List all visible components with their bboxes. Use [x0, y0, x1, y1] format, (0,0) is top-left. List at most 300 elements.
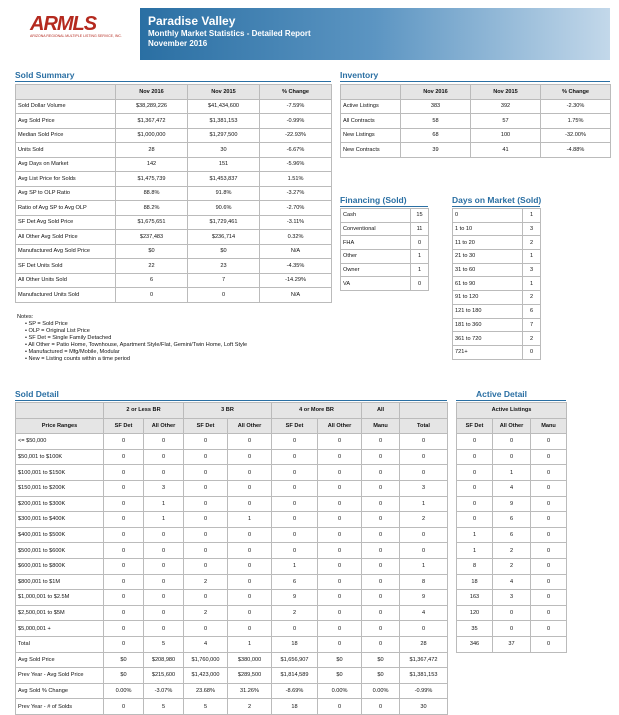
dom-cell: 11 to 20 — [453, 236, 523, 250]
sold-detail-cell: $1,760,000 — [184, 652, 228, 668]
sold-detail-cell: 0 — [104, 449, 144, 465]
active-detail-cell: 0 — [531, 574, 567, 590]
sold-detail-cell: 0 — [184, 480, 228, 496]
sold-detail-cell: 0 — [184, 512, 228, 528]
sold-detail-cell: 0 — [228, 605, 272, 621]
sold-detail-cell: 3 — [400, 480, 448, 496]
sold-detail-cell: 0 — [362, 465, 400, 481]
sold-detail-cell: 4 — [184, 636, 228, 652]
active-detail-row — [457, 480, 567, 496]
sold-summary-cell: 91.8% — [188, 186, 260, 201]
financing-title: Financing (Sold) — [340, 195, 407, 205]
active-detail-cell: 0 — [531, 636, 567, 652]
sold-detail-cell: 18 — [272, 636, 318, 652]
sold-summary-title: Sold Summary — [15, 70, 75, 80]
sold-detail-cell: $215,600 — [144, 668, 184, 684]
sold-detail-cell: 1 — [400, 558, 448, 574]
sold-detail-cell: Prev Year - Avg Sold Price — [16, 668, 104, 684]
sold-detail-cell: $2,500,001 to $5M — [16, 605, 104, 621]
sold-detail-row — [16, 558, 448, 574]
sold-detail-cell: 0 — [318, 574, 362, 590]
dom-cell: 3 — [523, 222, 541, 236]
sold-summary-cell: -0.99% — [260, 114, 332, 129]
dom-cell: 91 to 120 — [453, 291, 523, 305]
sold-detail-group-row — [16, 403, 448, 419]
sold-detail-cell: 0 — [362, 590, 400, 606]
sold-summary-row — [16, 143, 332, 158]
dom-cell: 721+ — [453, 345, 523, 359]
sold-detail-cell: 0 — [144, 558, 184, 574]
sold-detail-cell: 0 — [272, 527, 318, 543]
sold-detail-cell: 0 — [104, 621, 144, 637]
sold-detail-cell: 30 — [400, 699, 448, 715]
report-period: November 2016 — [148, 39, 208, 48]
active-detail-row — [457, 434, 567, 450]
note-item: • SF Det = Single Family Detached — [25, 335, 247, 342]
sold-summary-cell: 88.8% — [116, 186, 188, 201]
active-detail-cell: 35 — [457, 621, 493, 637]
sold-summary-cell: $1,729,461 — [188, 215, 260, 230]
inventory-cell: 392 — [471, 99, 541, 114]
sold-detail-cell: 0 — [104, 590, 144, 606]
sold-detail-cell: 0 — [228, 543, 272, 559]
sold-detail-cell: $600,001 to $800K — [16, 558, 104, 574]
sold-detail-row — [16, 480, 448, 496]
sold-detail-row — [16, 652, 448, 668]
active-detail-row — [457, 543, 567, 559]
sold-summary-cell: $237,483 — [116, 230, 188, 245]
active-detail-cell: 0 — [457, 465, 493, 481]
active-detail-cell: 9 — [493, 496, 531, 512]
sold-detail-table — [15, 402, 448, 715]
sold-detail-cell: 0 — [228, 574, 272, 590]
sold-summary-cell: -7.59% — [260, 99, 332, 114]
sold-summary-row — [16, 230, 332, 245]
sold-summary-cell: 88.2% — [116, 201, 188, 216]
note-item: • OLP = Original List Price — [25, 328, 247, 335]
sold-detail-cell: 0 — [400, 434, 448, 450]
inventory-row — [341, 99, 611, 114]
sold-detail-cell: 8 — [400, 574, 448, 590]
sold-detail-cell: 0 — [362, 512, 400, 528]
sold-summary-cell: Median Sold Price — [16, 128, 116, 143]
sold-detail-column-header: SF Det — [104, 418, 144, 434]
sold-detail-cell: 0 — [144, 434, 184, 450]
sold-detail-cell: 0 — [104, 480, 144, 496]
dom-cell: 6 — [523, 304, 541, 318]
sold-detail-cell: 0 — [318, 590, 362, 606]
active-detail-column-header: Manu — [531, 418, 567, 434]
active-detail-row — [457, 512, 567, 528]
active-detail-cell: 6 — [493, 527, 531, 543]
dom-row — [453, 345, 541, 359]
sold-summary-cell: 142 — [116, 157, 188, 172]
active-detail-row — [457, 496, 567, 512]
sold-summary-row — [16, 273, 332, 288]
sold-summary-cell: 22 — [116, 259, 188, 274]
sold-detail-cell: 0 — [272, 543, 318, 559]
sold-detail-cell: Total — [16, 636, 104, 652]
active-detail-cell: 0 — [457, 480, 493, 496]
sold-summary-cell: 30 — [188, 143, 260, 158]
financing-cell: Conventional — [341, 222, 411, 236]
inventory-cell: -2.30% — [541, 99, 611, 114]
financing-cell: 15 — [411, 209, 429, 223]
sold-detail-cell: 23.68% — [184, 683, 228, 699]
active-detail-cell: 0 — [493, 605, 531, 621]
sold-detail-cell: $1,381,153 — [400, 668, 448, 684]
sold-summary-column-header — [16, 85, 116, 100]
active-detail-cell: 0 — [531, 434, 567, 450]
sold-summary-cell: -6.67% — [260, 143, 332, 158]
sold-detail-cell: 0 — [272, 496, 318, 512]
sold-detail-row — [16, 668, 448, 684]
inventory-column-header: Nov 2015 — [471, 85, 541, 100]
dom-cell: 31 to 60 — [453, 263, 523, 277]
sold-detail-row — [16, 590, 448, 606]
sold-detail-cell: 0 — [362, 496, 400, 512]
inventory-cell: New Listings — [341, 128, 401, 143]
sold-detail-cell: Avg Sold % Change — [16, 683, 104, 699]
active-detail-header-row — [457, 418, 567, 434]
sold-detail-cell: 9 — [272, 590, 318, 606]
active-detail-row — [457, 605, 567, 621]
active-detail-column-header: SF Det — [457, 418, 493, 434]
sold-detail-cell: $1,367,472 — [400, 652, 448, 668]
sold-summary-header-row — [16, 85, 332, 100]
sold-detail-row — [16, 574, 448, 590]
active-detail-cell: 4 — [493, 480, 531, 496]
sold-detail-cell: 0 — [272, 434, 318, 450]
sold-detail-cell: 0 — [272, 449, 318, 465]
sold-detail-cell: 0 — [362, 543, 400, 559]
financing-row — [341, 263, 429, 277]
sold-detail-column-header: All Other — [318, 418, 362, 434]
active-detail-cell: 2 — [493, 558, 531, 574]
sold-summary-cell: 0 — [116, 288, 188, 303]
inventory-cell: 68 — [401, 128, 471, 143]
sold-detail-cell: 18 — [272, 699, 318, 715]
sold-detail-cell: 0 — [184, 449, 228, 465]
sold-summary-cell: 151 — [188, 157, 260, 172]
dom-cell: 3 — [523, 263, 541, 277]
sold-summary-cell: -14.29% — [260, 273, 332, 288]
active-detail-row — [457, 558, 567, 574]
active-detail-row — [457, 636, 567, 652]
sold-detail-cell: 0 — [228, 590, 272, 606]
sold-detail-cell: 0 — [362, 699, 400, 715]
financing-row — [341, 236, 429, 250]
active-detail-row — [457, 527, 567, 543]
sold-summary-row — [16, 215, 332, 230]
financing-row — [341, 209, 429, 223]
sold-summary-row — [16, 244, 332, 259]
inventory-cell: Active Listings — [341, 99, 401, 114]
notes — [17, 314, 247, 363]
sold-detail-cell: 0 — [318, 699, 362, 715]
dom-cell: 1 — [523, 209, 541, 223]
sold-detail-row — [16, 465, 448, 481]
financing-cell: Other — [341, 250, 411, 264]
active-detail-row — [457, 621, 567, 637]
sold-detail-cell: 0 — [318, 480, 362, 496]
active-detail-table — [456, 402, 567, 653]
sold-detail-cell: $208,980 — [144, 652, 184, 668]
sold-summary-cell: Avg SP to OLP Ratio — [16, 186, 116, 201]
sold-summary-rule — [15, 81, 331, 82]
active-detail-cell: 0 — [531, 527, 567, 543]
sold-detail-cell: 0 — [144, 527, 184, 543]
sold-detail-cell: $0 — [104, 652, 144, 668]
sold-detail-cell: 2 — [228, 699, 272, 715]
dom-cell: 1 to 10 — [453, 222, 523, 236]
sold-summary-cell: 0.32% — [260, 230, 332, 245]
sold-detail-cell: $300,001 to $400K — [16, 512, 104, 528]
sold-detail-cell: 0 — [318, 496, 362, 512]
active-detail-cell: 2 — [493, 543, 531, 559]
dom-cell: 0 — [523, 345, 541, 359]
sold-detail-cell: 0 — [184, 465, 228, 481]
sold-detail-cell: 5 — [144, 636, 184, 652]
inventory-cell: 41 — [471, 143, 541, 158]
active-detail-cell: 0 — [531, 590, 567, 606]
sold-detail-cell: <= $50,000 — [16, 434, 104, 450]
sold-detail-column-header: All Other — [228, 418, 272, 434]
inventory-cell: New Contracts — [341, 143, 401, 158]
inventory-cell: 100 — [471, 128, 541, 143]
note-item: • SP = Sold Price — [25, 321, 247, 328]
sold-summary-cell: Ratio of Avg SP to Avg OLP — [16, 201, 116, 216]
sold-detail-cell: 1 — [144, 496, 184, 512]
active-detail-cell: 8 — [457, 558, 493, 574]
inventory-table — [340, 84, 611, 158]
sold-detail-cell: 0 — [400, 449, 448, 465]
active-detail-cell: 37 — [493, 636, 531, 652]
sold-detail-group-header: 2 or Less BR — [104, 403, 184, 419]
sold-detail-cell: $200,001 to $300K — [16, 496, 104, 512]
sold-detail-cell: 0 — [228, 434, 272, 450]
sold-detail-cell: 2 — [184, 574, 228, 590]
sold-detail-cell: 0 — [272, 621, 318, 637]
sold-detail-cell: 0 — [104, 636, 144, 652]
active-detail-cell: 0 — [531, 496, 567, 512]
sold-summary-cell: -4.35% — [260, 259, 332, 274]
sold-detail-cell: 1 — [228, 512, 272, 528]
sold-summary-cell: $1,000,000 — [116, 128, 188, 143]
sold-summary-row — [16, 114, 332, 129]
active-detail-rule — [456, 400, 566, 401]
sold-detail-cell: 28 — [400, 636, 448, 652]
sold-detail-row — [16, 621, 448, 637]
inventory-cell: 39 — [401, 143, 471, 158]
dom-row — [453, 332, 541, 346]
financing-cell: Cash — [341, 209, 411, 223]
inventory-row — [341, 143, 611, 158]
financing-row — [341, 277, 429, 291]
sold-detail-cell: 0 — [318, 449, 362, 465]
sold-detail-cell: 2 — [272, 605, 318, 621]
sold-detail-cell: 0 — [144, 543, 184, 559]
dom-cell: 61 to 90 — [453, 277, 523, 291]
dom-cell: 2 — [523, 236, 541, 250]
active-detail-cell: 18 — [457, 574, 493, 590]
sold-detail-column-header: Price Ranges — [16, 418, 104, 434]
sold-summary-cell: Avg Sold Price — [16, 114, 116, 129]
active-detail-cell: 1 — [457, 543, 493, 559]
active-detail-cell: 0 — [531, 512, 567, 528]
sold-summary-cell: $236,714 — [188, 230, 260, 245]
sold-summary-cell: $38,289,226 — [116, 99, 188, 114]
active-detail-cell: 0 — [531, 558, 567, 574]
sold-detail-cell: 0 — [228, 496, 272, 512]
sold-summary-cell: -5.96% — [260, 157, 332, 172]
sold-detail-cell: 0 — [104, 574, 144, 590]
inventory-cell: 57 — [471, 114, 541, 129]
sold-detail-cell: 0 — [318, 465, 362, 481]
active-detail-cell: 0 — [457, 512, 493, 528]
sold-detail-cell: $50,001 to $100K — [16, 449, 104, 465]
sold-summary-column-header: Nov 2016 — [116, 85, 188, 100]
dom-cell: 7 — [523, 318, 541, 332]
sold-detail-cell: 0 — [272, 512, 318, 528]
sold-detail-cell: 0 — [228, 449, 272, 465]
sold-summary-cell: All Other Units Sold — [16, 273, 116, 288]
note-item: • Manufactured = Mfg/Mobile, Modular — [25, 349, 247, 356]
sold-detail-cell: 0 — [228, 621, 272, 637]
active-detail-cell: 0 — [457, 449, 493, 465]
inventory-row — [341, 114, 611, 129]
sold-detail-cell: 0 — [318, 636, 362, 652]
inventory-column-header: Nov 2016 — [401, 85, 471, 100]
financing-cell: Owner — [341, 263, 411, 277]
sold-summary-cell: $1,453,837 — [188, 172, 260, 187]
sold-detail-cell: 0 — [318, 605, 362, 621]
report-header-banner — [140, 8, 610, 60]
sold-detail-cell: 4 — [400, 605, 448, 621]
sold-detail-row — [16, 699, 448, 715]
active-detail-cell: 0 — [457, 434, 493, 450]
dom-cell: 2 — [523, 291, 541, 305]
sold-detail-cell: 0.00% — [104, 683, 144, 699]
sold-detail-rule — [15, 400, 447, 401]
sold-summary-cell: Manufactured Units Sold — [16, 288, 116, 303]
sold-summary-cell: Units Sold — [16, 143, 116, 158]
sold-detail-cell: 0 — [104, 543, 144, 559]
financing-cell: 1 — [411, 250, 429, 264]
inventory-cell: All Contracts — [341, 114, 401, 129]
sold-summary-row — [16, 128, 332, 143]
dom-title: Days on Market (Sold) — [452, 195, 542, 205]
sold-summary-cell: $1,297,500 — [188, 128, 260, 143]
sold-detail-cell: Avg Sold Price — [16, 652, 104, 668]
sold-detail-row — [16, 449, 448, 465]
sold-detail-cell: Prev Year - # of Solds — [16, 699, 104, 715]
sold-detail-cell: 0 — [104, 512, 144, 528]
active-detail-cell: 120 — [457, 605, 493, 621]
sold-detail-row — [16, 434, 448, 450]
active-detail-cell: 0 — [531, 480, 567, 496]
sold-detail-cell: 0.00% — [362, 683, 400, 699]
sold-summary-cell: -3.27% — [260, 186, 332, 201]
sold-detail-cell: 0 — [228, 558, 272, 574]
sold-detail-cell: $0 — [362, 652, 400, 668]
sold-detail-column-header: Total — [400, 418, 448, 434]
active-detail-cell: 163 — [457, 590, 493, 606]
dom-cell: 181 to 360 — [453, 318, 523, 332]
sold-summary-cell: -2.70% — [260, 201, 332, 216]
financing-row — [341, 222, 429, 236]
sold-detail-row — [16, 512, 448, 528]
sold-detail-group-blank — [400, 403, 448, 419]
sold-detail-cell: 0 — [104, 699, 144, 715]
sold-detail-column-header: SF Det — [184, 418, 228, 434]
sold-detail-cell: 0 — [104, 465, 144, 481]
sold-detail-cell: $1,656,907 — [272, 652, 318, 668]
sold-detail-cell: $380,000 — [228, 652, 272, 668]
sold-summary-cell: Avg Days on Market — [16, 157, 116, 172]
sold-summary-cell: $1,381,153 — [188, 114, 260, 129]
inventory-title: Inventory — [340, 70, 379, 80]
sold-detail-cell: 2 — [400, 512, 448, 528]
sold-detail-cell: 0 — [144, 621, 184, 637]
sold-detail-cell: -8.69% — [272, 683, 318, 699]
sold-summary-cell: Avg List Price for Solds — [16, 172, 116, 187]
dom-row — [453, 263, 541, 277]
sold-detail-row — [16, 636, 448, 652]
sold-detail-cell: 5 — [144, 699, 184, 715]
sold-detail-cell: $150,001 to $200K — [16, 480, 104, 496]
dom-row — [453, 318, 541, 332]
dom-cell: 361 to 720 — [453, 332, 523, 346]
financing-cell: 0 — [411, 236, 429, 250]
sold-detail-cell: $0 — [104, 668, 144, 684]
sold-detail-cell: 0 — [104, 527, 144, 543]
sold-detail-cell: 0 — [318, 558, 362, 574]
sold-detail-cell: 2 — [184, 605, 228, 621]
sold-detail-cell: 0 — [144, 590, 184, 606]
financing-cell: 0 — [411, 277, 429, 291]
active-detail-cell: 4 — [493, 574, 531, 590]
active-detail-group-header: Active Listings — [457, 403, 567, 419]
report-subtitle: Monthly Market Statistics - Detailed Report — [148, 29, 311, 38]
sold-detail-cell: 0 — [362, 636, 400, 652]
active-detail-row — [457, 449, 567, 465]
dom-row — [453, 277, 541, 291]
sold-summary-row — [16, 259, 332, 274]
sold-detail-cell: 1 — [272, 558, 318, 574]
sold-summary-cell: $1,475,739 — [116, 172, 188, 187]
sold-summary-cell: SF Det Units Sold — [16, 259, 116, 274]
sold-detail-cell: 0 — [184, 543, 228, 559]
sold-summary-cell: 23 — [188, 259, 260, 274]
sold-summary-cell: All Other Avg Sold Price — [16, 230, 116, 245]
sold-summary-cell: $41,434,600 — [188, 99, 260, 114]
active-detail-cell: 1 — [457, 527, 493, 543]
armls-logo — [30, 13, 122, 54]
sold-summary-cell: -22.93% — [260, 128, 332, 143]
inventory-row — [341, 128, 611, 143]
sold-detail-cell: 31.26% — [228, 683, 272, 699]
active-detail-cell: 0 — [531, 621, 567, 637]
active-detail-cell: 0 — [531, 465, 567, 481]
sold-detail-cell: $1,423,000 — [184, 668, 228, 684]
active-detail-row — [457, 574, 567, 590]
sold-detail-cell: 0 — [272, 480, 318, 496]
sold-detail-cell: $1,814,589 — [272, 668, 318, 684]
sold-detail-cell: $100,001 to $150K — [16, 465, 104, 481]
inventory-cell: 1.75% — [541, 114, 611, 129]
sold-detail-cell: -0.99% — [400, 683, 448, 699]
